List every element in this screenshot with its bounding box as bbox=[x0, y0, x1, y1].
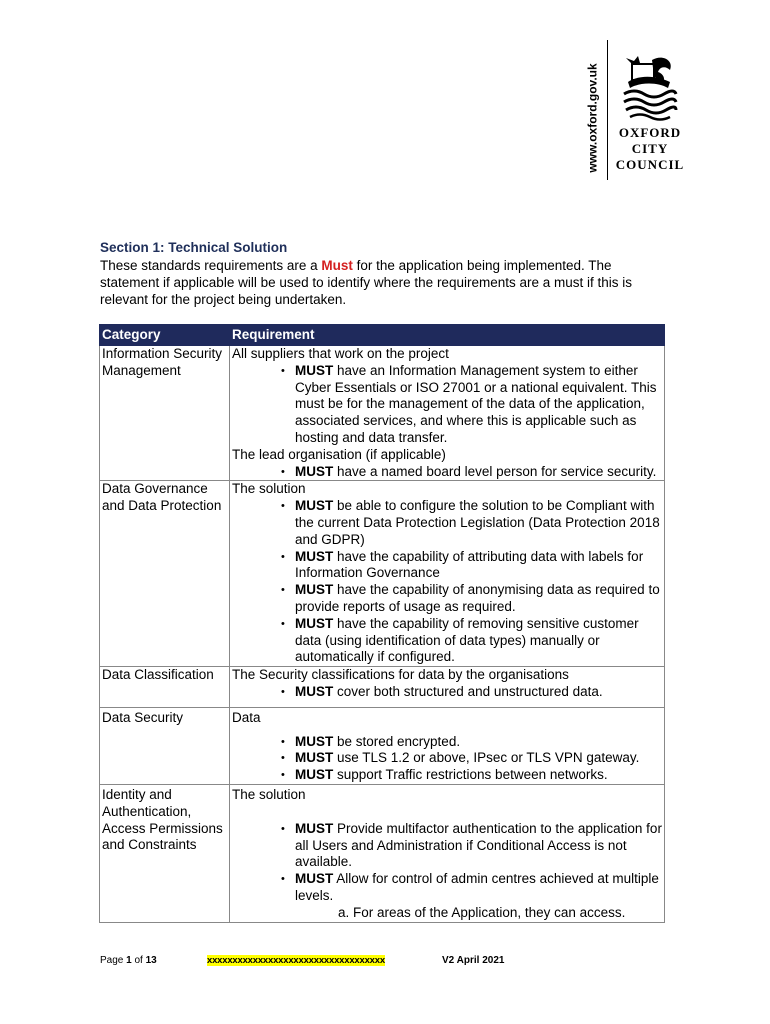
page-total: 13 bbox=[145, 955, 157, 966]
website-url[interactable] bbox=[583, 62, 603, 174]
requirement-bullet bbox=[232, 549, 662, 583]
footer-placeholder: xxxxxxxxxxxxxxxxxxxxxxxxxxxxxxxxxxx bbox=[207, 955, 385, 966]
must-label: MUST bbox=[295, 548, 334, 564]
bullet-text: be stored encrypted. bbox=[333, 733, 461, 749]
table-row bbox=[100, 707, 665, 784]
requirement-line: The solution bbox=[232, 481, 306, 497]
requirement-cell bbox=[230, 707, 665, 784]
requirement-bullet bbox=[232, 464, 662, 481]
must-label: MUST bbox=[295, 582, 334, 598]
council-name-line-2: CITY bbox=[631, 141, 669, 156]
council-name bbox=[612, 125, 688, 173]
requirement-line: The Security classifications for data by the organisations bbox=[232, 667, 569, 683]
requirement-bullet bbox=[232, 750, 662, 767]
requirement-sub-item: a. For areas of the Application, they can access. bbox=[338, 904, 626, 920]
requirements-table bbox=[99, 324, 665, 923]
table-header-row bbox=[100, 325, 665, 346]
bullet-text: have the capability of removing sensitive customer data (using identification of data types) manually or automatically if configured. bbox=[295, 615, 639, 665]
category-cell: Data Classification bbox=[100, 667, 230, 708]
category-cell: Data Governance and Data Protection bbox=[100, 481, 230, 667]
intro-text-start: These standards requirements are a bbox=[100, 258, 322, 273]
bullet-text: have a named board level person for service security. bbox=[333, 463, 657, 479]
bullet-text: Allow for control of admin centres achieved at multiple levels. bbox=[295, 871, 659, 903]
requirement-line: The solution bbox=[232, 786, 306, 802]
bullet-text: cover both structured and unstructured data. bbox=[333, 683, 603, 699]
requirement-line: The lead organisation (if applicable) bbox=[232, 446, 446, 462]
council-name-line-3: COUNCIL bbox=[615, 157, 685, 172]
table-row bbox=[100, 667, 665, 708]
must-label: MUST bbox=[295, 820, 334, 836]
logo-divider bbox=[607, 40, 608, 180]
must-label: MUST bbox=[295, 615, 334, 631]
intro-text-end: for the application being implemented. The statement if applicable will be used to identify where the requirements are a must if this is relevant for the project being undertaken. bbox=[100, 258, 633, 307]
requirement-line: All suppliers that work on the project bbox=[232, 346, 449, 361]
must-label: MUST bbox=[295, 362, 334, 378]
page-current: 1 bbox=[126, 955, 132, 966]
page-of: of bbox=[131, 955, 146, 966]
table-row bbox=[100, 481, 665, 667]
council-crest-logo bbox=[618, 54, 680, 124]
bullet-text: Provide multifactor authentication to the application for all Users and Administration if Conditional Access is not available. bbox=[295, 820, 662, 870]
category-cell: Identity and Authentication, Access Permissions and Constraints bbox=[100, 784, 230, 922]
must-label: MUST bbox=[295, 767, 334, 783]
table-row bbox=[100, 346, 665, 481]
intro-must-emphasis: Must bbox=[321, 258, 353, 273]
bullet-text: be able to configure the solution to be Compliant with the current Data Protection Legislation (Data Protection 2018 and GDPR) bbox=[295, 498, 660, 547]
requirement-cell bbox=[230, 481, 665, 667]
requirement-bullet bbox=[232, 363, 662, 447]
bullet-text: have an Information Management system to either Cyber Essentials or ISO 27001 or a national equivalent. This must be for the management of the data of the application, associated services, and where this is applicable such as hosting and data transfer. bbox=[295, 362, 657, 445]
requirement-cell bbox=[230, 784, 665, 922]
requirement-bullet bbox=[232, 871, 662, 905]
section-title: Section 1: Technical Solution bbox=[100, 240, 288, 255]
must-label: MUST bbox=[295, 683, 334, 699]
category-column-header: Category bbox=[100, 325, 230, 346]
bullet-text: have the capability of attributing data with labels for Information Governance bbox=[295, 548, 644, 581]
bullet-text: support Traffic restrictions between networks. bbox=[333, 767, 608, 783]
table-row bbox=[100, 784, 665, 922]
must-label: MUST bbox=[295, 498, 334, 514]
requirement-cell bbox=[230, 667, 665, 708]
requirement-bullet bbox=[232, 767, 662, 784]
bullet-text: have the capability of anonymising data as required to provide reports of usage as required. bbox=[295, 582, 660, 614]
page-number bbox=[100, 955, 157, 966]
requirement-cell bbox=[230, 346, 665, 481]
requirement-bullet bbox=[232, 582, 662, 616]
website-url-text: www.oxford.gov.uk bbox=[586, 63, 600, 173]
category-cell: Information Security Management bbox=[100, 346, 230, 481]
bullet-text: use TLS 1.2 or above, IPsec or TLS VPN gateway. bbox=[333, 750, 640, 766]
requirement-line: Data bbox=[232, 709, 261, 725]
must-label: MUST bbox=[295, 733, 334, 749]
requirement-bullet bbox=[232, 616, 662, 666]
requirement-bullet bbox=[232, 821, 662, 871]
requirement-column-header: Requirement bbox=[230, 325, 665, 346]
intro-paragraph bbox=[100, 257, 670, 308]
document-version: V2 April 2021 bbox=[442, 955, 505, 966]
category-cell: Data Security bbox=[100, 707, 230, 784]
must-label: MUST bbox=[295, 750, 334, 766]
requirement-bullet bbox=[232, 498, 662, 548]
council-name-line-1: OXFORD bbox=[618, 125, 682, 140]
requirement-bullet bbox=[232, 734, 662, 751]
must-label: MUST bbox=[295, 871, 334, 887]
page-label: Page bbox=[100, 955, 127, 966]
requirement-bullet bbox=[232, 684, 662, 701]
must-label: MUST bbox=[295, 463, 334, 479]
